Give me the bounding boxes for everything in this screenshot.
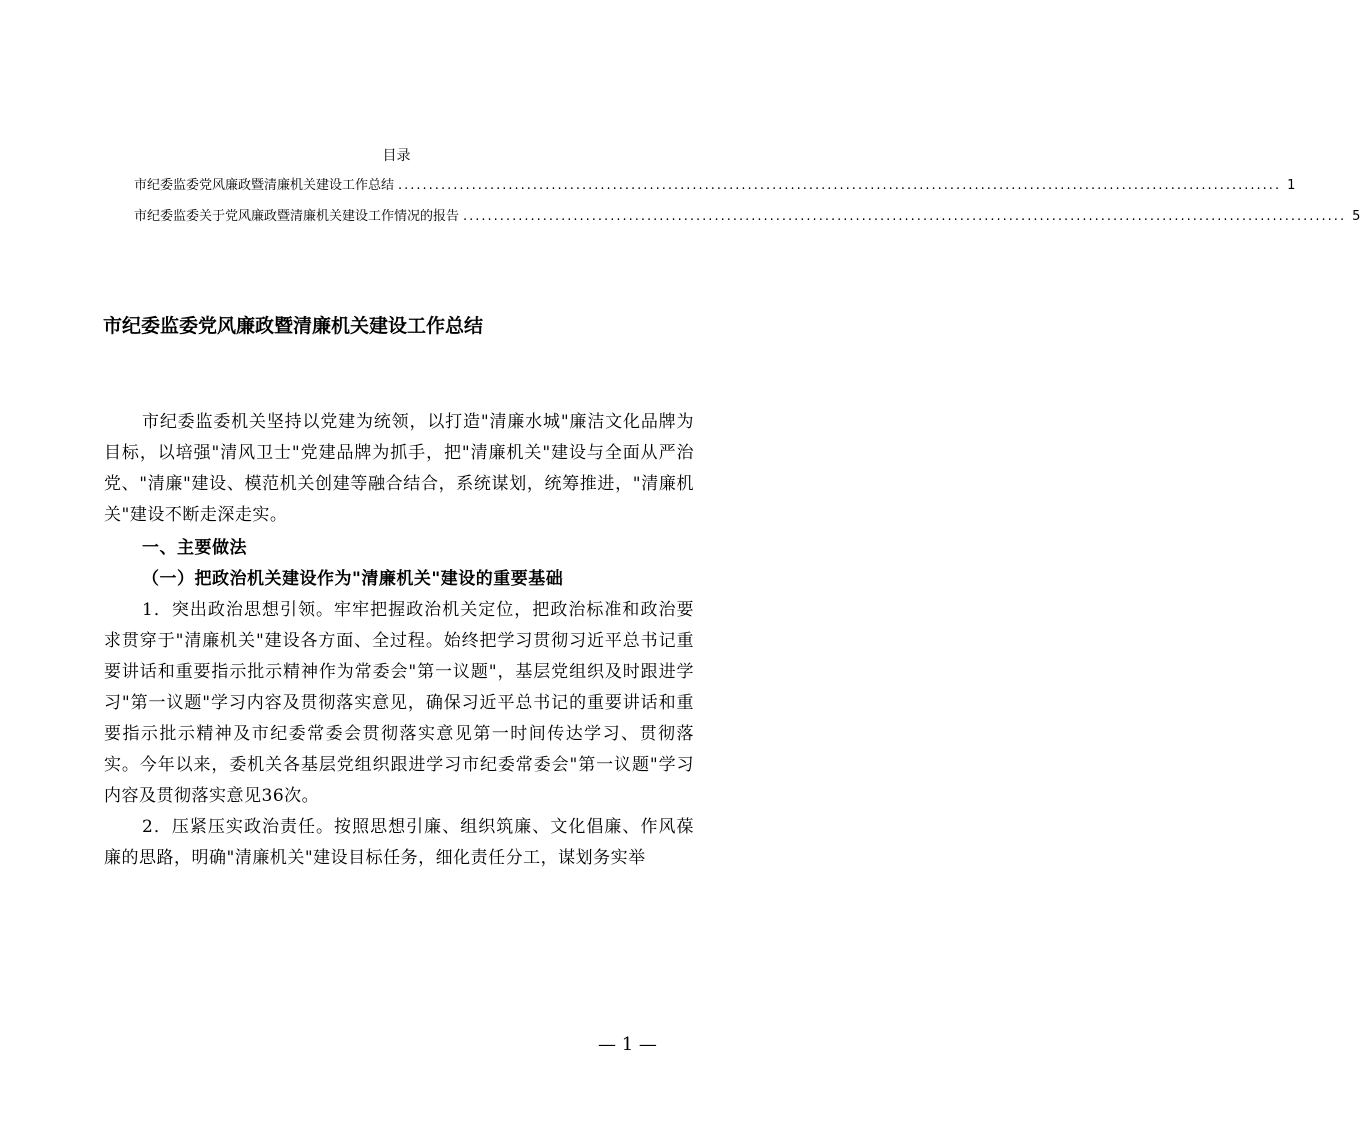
section-heading: 一、主要做法 xyxy=(142,538,247,558)
item-paragraph-1: 1．突出政治思想引领。牢牢把握政治机关定位，把政治标准和政治要求贯穿于"清廉机关"建设各方面、全过程。始终把学习贯彻习近平总书记重要讲话和重要指示批示精神作为常委会"第一议题"，基层党组织及时跟进学习"第一议题"学习内容及贯彻落实意见，确保习近平总书记的重要讲话和重要指示批示精神及市纪委常委会贯彻落实意见第一时间传达学习、贯彻落实。今年以来，委机关各基层党组织跟进学习市纪委常委会"第一议题"学习内容及贯彻落实意见36次。 xyxy=(104,600,694,806)
toc-entry-text: 市纪委监委关于党风廉政暨清廉机关建设工作情况的报告 xyxy=(134,209,460,224)
toc-entry-text: 市纪委监委党风廉政暨清廉机关建设工作总结 xyxy=(134,178,395,193)
toc-entry-1[interactable] xyxy=(134,176,1296,196)
toc-entry-page: 5 xyxy=(1352,209,1360,224)
page-number: — 1 — xyxy=(598,1034,657,1055)
toc-entry-2[interactable] xyxy=(134,207,1360,227)
toc-dot-leader: ................................................................................................................................................ xyxy=(463,209,1347,224)
document-title: 市纪委监委党风廉政暨清廉机关建设工作总结 xyxy=(103,315,484,337)
intro-paragraph: 市纪委监委机关坚持以党建为统领，以打造"清廉水城"廉洁文化品牌为目标，以培强"清风卫士"党建品牌为抓手，把"清廉机关"建设与全面从严治党、"清廉"建设、模范机关创建等融合结合，系统谋划，统筹推进，"清廉机关"建设不断走深走实。 xyxy=(104,412,694,525)
toc-dot-leader: ................................................................................................................................................ xyxy=(398,178,1282,193)
document-body xyxy=(104,407,694,874)
toc-heading: 目录 xyxy=(382,148,411,164)
subsection-heading: （一）把政治机关建设作为"清廉机关"建设的重要基础 xyxy=(142,569,564,589)
toc-entry-page: 1 xyxy=(1287,178,1296,193)
item-paragraph-2: 2．压紧压实政治责任。按照思想引廉、组织筑廉、文化倡廉、作风葆廉的思路，明确"清廉机关"建设目标任务，细化责任分工，谋划务实举 xyxy=(104,817,694,868)
